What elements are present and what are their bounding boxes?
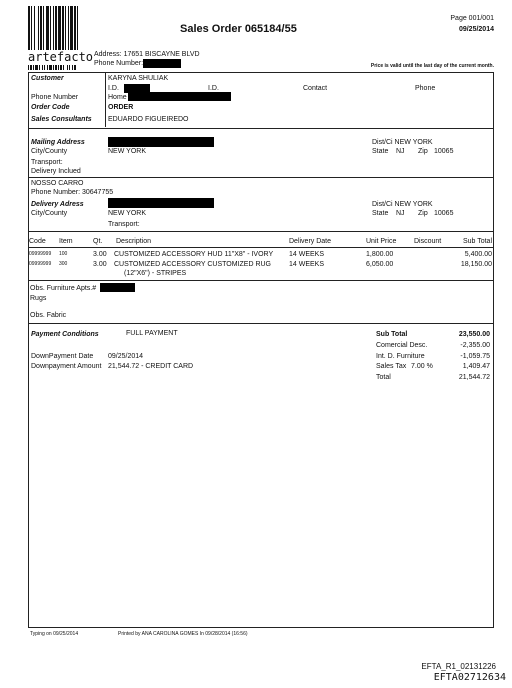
- sales-tax-label: Sales Tax: [376, 363, 407, 370]
- table-cell-subtotal: 5,400.00: [464, 251, 492, 258]
- sales-tax-value: 1,409.47: [462, 363, 490, 370]
- table-cell-code: 09999999: [29, 261, 52, 267]
- document-title: Sales Order 065184/55: [180, 23, 297, 35]
- validity-note: Price is valid until the last day of the current month.: [370, 63, 494, 69]
- int-furniture-label: Int. D. Furniture: [376, 353, 425, 360]
- home-phone-label: Home: [108, 94, 127, 101]
- payment-conditions-value: FULL PAYMENT: [126, 330, 178, 337]
- int-furniture-value: -1,059.75: [460, 353, 490, 360]
- table-cell-qty: 3.00: [93, 251, 107, 258]
- carrier-name: NOSSO CARRO: [31, 180, 84, 187]
- company-logo: [28, 6, 94, 70]
- redaction-bar: [108, 137, 214, 147]
- logo-stripe-graphic: [28, 65, 90, 70]
- mailing-state-value: NJ: [396, 148, 405, 155]
- phone-column-label: Phone: [415, 85, 436, 92]
- column-header-delivery-date: Delivery Date: [289, 238, 332, 245]
- mailing-address-label: Mailing Address: [31, 139, 85, 146]
- redaction-bar: [108, 198, 214, 208]
- table-cell-code: 09999999: [29, 251, 52, 257]
- redaction-bar: [143, 59, 181, 68]
- table-cell-description: CUSTOMIZED ACCESSORY HUD 11"X8" - IVORY: [114, 251, 274, 258]
- table-cell-item: 100: [59, 251, 68, 257]
- delivery-dist-city: Dist/Ci NEW YORK: [372, 201, 433, 208]
- comercial-desc-value: -2,355.00: [460, 342, 490, 349]
- carrier-phone: Phone Number: 30647755: [31, 189, 114, 196]
- sales-consultant-value: EDUARDO FIGUEIREDO: [108, 116, 189, 123]
- downpayment-date-value: 09/25/2014: [108, 353, 144, 360]
- delivery-zip-value: 10065: [434, 210, 454, 217]
- delivery-city-value: NEW YORK: [108, 210, 146, 217]
- table-cell-description: CUSTOMIZED ACCESSORY CUSTOMIZED RUG: [114, 261, 272, 268]
- archive-stamp-1: EFTA_R1_02131226: [421, 662, 496, 671]
- mailing-transport-label: Transport:: [31, 159, 63, 166]
- id-label: I.D.: [208, 85, 219, 92]
- logo-text: artefacto: [28, 50, 94, 64]
- delivery-address-label: Delivery Adress: [31, 201, 84, 208]
- mailing-zip-label: Zip: [418, 148, 428, 155]
- column-header-description: Description: [116, 238, 152, 245]
- column-header-qty: Qt.: [93, 238, 103, 245]
- table-cell-subtotal: 18,150.00: [460, 261, 492, 268]
- redaction-bar: [128, 92, 231, 101]
- delivery-included-note: Delivery Inclued: [31, 168, 81, 175]
- barcode-graphic: [28, 6, 90, 50]
- mailing-dist-city: Dist/Ci NEW YORK: [372, 139, 433, 146]
- column-header-subtotal: Sub Total: [462, 238, 492, 245]
- table-cell-delivery: 14 WEEKS: [289, 251, 325, 258]
- column-header-code: Code: [29, 238, 46, 245]
- column-header-unit-price: Unit Price: [366, 238, 397, 245]
- column-header-item: Item: [59, 238, 73, 245]
- table-cell-delivery: 14 WEEKS: [289, 261, 325, 268]
- obs-fabric-label: Obs. Fabric: [30, 312, 67, 319]
- typing-date: Typing on 09/25/2014: [30, 631, 79, 637]
- mailing-city-value: NEW YORK: [108, 148, 146, 155]
- subtotal-value: 23,550.00: [458, 331, 490, 338]
- archive-stamp-2: EFTA02712634: [433, 672, 506, 683]
- table-cell-unit-price: 6,050.00: [366, 261, 394, 268]
- obs-furniture-label: Obs. Furniture Apts.#: [30, 285, 97, 292]
- column-header-discount: Discount: [414, 238, 442, 245]
- store-phone-label: Phone Number:: [94, 60, 144, 67]
- mailing-state-label: State: [372, 148, 389, 155]
- table-cell-description-cont: (12"X6") - STRIPES: [124, 270, 187, 277]
- phone-number-label: Phone Number: [31, 94, 79, 101]
- delivery-zip-label: Zip: [418, 210, 428, 217]
- subtotal-label: Sub Total: [376, 331, 408, 338]
- page-number: Page 001/001: [450, 15, 494, 22]
- delivery-transport-label: Transport:: [108, 221, 140, 228]
- id-label: I.D.: [108, 85, 119, 92]
- customer-name: KARYNA SHULIAK: [108, 75, 169, 82]
- mailing-city-label: City/County: [31, 148, 68, 155]
- table-cell-qty: 3.00: [93, 261, 107, 268]
- printed-by: Printed by ANA CAROLINA GOMES In 09/28/2014 (16:56): [118, 631, 248, 637]
- comercial-desc-label: Comercial Desc.: [376, 342, 428, 349]
- table-cell-item: 300: [59, 261, 68, 267]
- total-value: 21,544.72: [458, 374, 490, 381]
- redaction-bar: [100, 283, 135, 292]
- document-date: 09/25/2014: [458, 26, 494, 33]
- delivery-state-value: NJ: [396, 210, 405, 217]
- sales-tax-rate: 7.00 %: [411, 363, 433, 370]
- delivery-state-label: State: [372, 210, 389, 217]
- downpayment-amount-value: 21,544.72 - CREDIT CARD: [108, 363, 194, 370]
- delivery-city-label: City/County: [31, 210, 68, 217]
- mailing-zip-value: 10065: [434, 148, 454, 155]
- order-code-value: ORDER: [108, 104, 134, 111]
- order-code-label: Order Code: [31, 104, 70, 111]
- payment-conditions-label: Payment Conditions: [31, 331, 99, 338]
- customer-label: Customer: [31, 75, 64, 82]
- downpayment-date-label: DownPayment Date: [31, 353, 94, 360]
- downpayment-amount-label: Downpayment Amount: [31, 363, 102, 370]
- store-address: Address: 17651 BISCAYNE BLVD: [94, 51, 200, 58]
- sales-consultants-label: Sales Consultants: [31, 116, 92, 123]
- obs-rugs: Rugs: [30, 295, 47, 302]
- contact-label: Contact: [303, 85, 328, 92]
- total-label: Total: [376, 374, 391, 381]
- table-cell-unit-price: 1,800.00: [366, 251, 394, 258]
